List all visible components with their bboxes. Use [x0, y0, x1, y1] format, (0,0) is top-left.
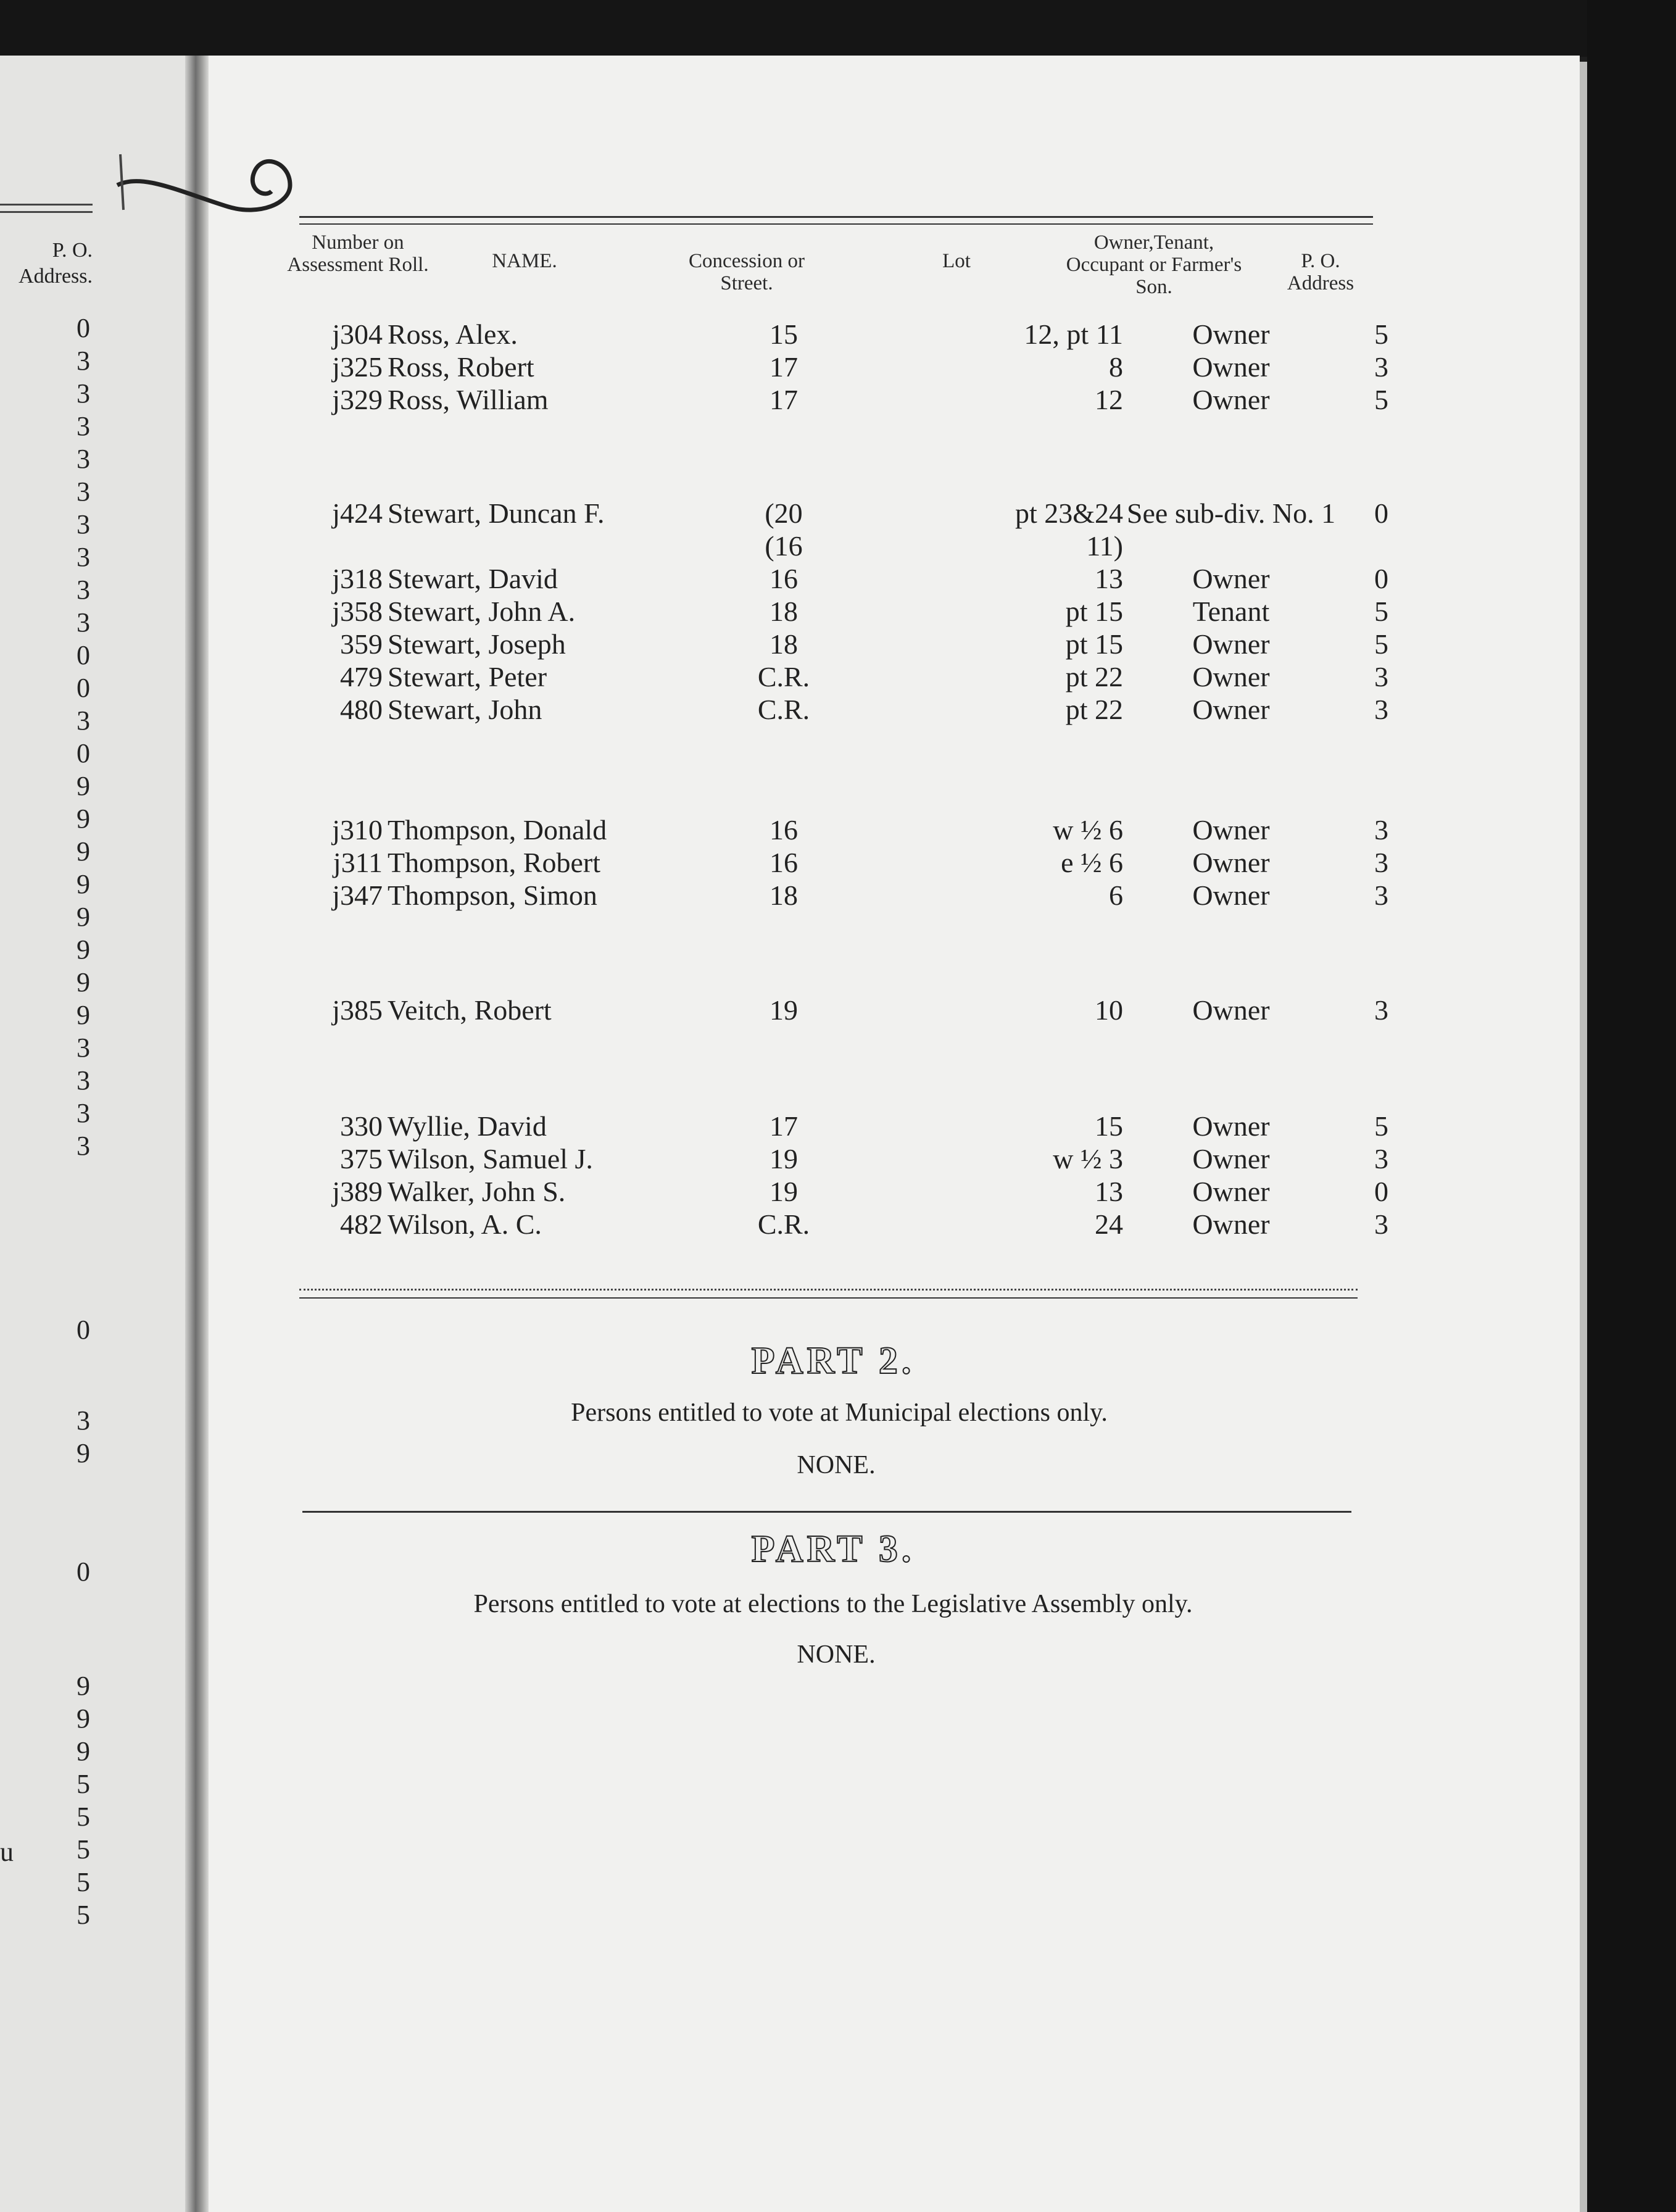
- po-address: 3: [1374, 879, 1388, 911]
- part3-none: NONE.: [797, 1640, 876, 1669]
- lot: 12, pt 11: [1024, 318, 1123, 350]
- lot: 11): [1086, 530, 1123, 562]
- left-po-value: 9: [77, 967, 90, 997]
- voter-name: Thompson, Robert: [388, 847, 600, 878]
- header-lot: Lot: [942, 250, 971, 272]
- assessment-number: 359: [340, 628, 383, 660]
- voter-name: Ross, Alex.: [388, 318, 518, 350]
- concession: 18: [770, 879, 798, 911]
- left-po-value: 9: [77, 934, 90, 965]
- left-po-value: 3: [77, 1405, 90, 1436]
- lot: e ½ 6: [1061, 847, 1123, 878]
- left-po-column-5: [62, 1669, 105, 1931]
- concession: 17: [770, 384, 798, 415]
- assessment-number: 479: [340, 661, 383, 692]
- header-po-address: P. O. Address: [1287, 250, 1354, 294]
- po-address: 0: [1374, 497, 1388, 529]
- left-header-rule: [0, 204, 93, 206]
- part-divider-rule: [302, 1511, 1351, 1513]
- header-name: NAME.: [492, 250, 557, 272]
- po-address: 5: [1374, 318, 1388, 350]
- left-po-value: 0: [77, 673, 90, 703]
- left-po-column-2: [62, 1313, 105, 1346]
- left-po-value: 9: [77, 869, 90, 899]
- assessment-number: 375: [340, 1143, 383, 1175]
- left-po-value: 9: [77, 1671, 90, 1701]
- left-po-value: 3: [77, 1065, 90, 1096]
- lot: 24: [1095, 1208, 1123, 1240]
- voter-name: Thompson, Donald: [388, 814, 607, 846]
- po-address: 5: [1374, 1110, 1388, 1142]
- concession: 17: [770, 351, 798, 383]
- owner-status: Tenant: [1192, 596, 1270, 627]
- po-address: 3: [1374, 814, 1388, 846]
- header-concession: Concession or Street.: [689, 250, 805, 294]
- left-po-header-line2: Address.: [19, 265, 93, 288]
- lot: pt 22: [1065, 694, 1123, 725]
- concession: (16: [765, 530, 803, 562]
- left-po-value: 3: [77, 476, 90, 507]
- concession: (20: [765, 497, 803, 529]
- left-po-value: 3: [77, 411, 90, 441]
- binding-clip-icon: [105, 148, 315, 241]
- assessment-number: 330: [340, 1110, 383, 1142]
- concession: 16: [770, 814, 798, 846]
- left-po-value: 5: [77, 1834, 90, 1865]
- left-po-header: [0, 238, 93, 289]
- owner-status: Owner: [1192, 879, 1270, 911]
- lot: pt 22: [1065, 661, 1123, 692]
- left-po-value: 5: [77, 1900, 90, 1930]
- concession: C.R.: [757, 1208, 810, 1240]
- part2-none: NONE.: [797, 1451, 876, 1479]
- assessment-number: j325: [332, 351, 383, 383]
- assessment-number: j311: [333, 847, 383, 878]
- table-bottom-rule: [299, 1297, 1358, 1299]
- assessment-number: j318: [332, 563, 383, 594]
- left-po-column-4: [62, 1555, 105, 1588]
- concession: 18: [770, 596, 798, 627]
- voter-name: Wilson, A. C.: [388, 1208, 542, 1240]
- left-po-value: 9: [77, 771, 90, 801]
- left-po-value: 3: [77, 1033, 90, 1063]
- po-address: 3: [1374, 351, 1388, 383]
- voter-name: Walker, John S.: [388, 1176, 566, 1207]
- film-frame-right: [1587, 0, 1676, 2212]
- concession: 16: [770, 847, 798, 878]
- owner-status: Owner: [1192, 1143, 1270, 1175]
- concession: 16: [770, 563, 798, 594]
- left-po-value: 5: [77, 1769, 90, 1799]
- left-po-value: 9: [77, 836, 90, 867]
- left-po-value: 9: [77, 1438, 90, 1468]
- lot: w ½ 3: [1053, 1143, 1123, 1175]
- po-address: 5: [1374, 384, 1388, 415]
- assessment-number: 480: [340, 694, 383, 725]
- film-frame-top: [0, 0, 1587, 57]
- assessment-number: j310: [332, 814, 383, 846]
- part3-title: PART 3.: [751, 1528, 915, 1570]
- voter-name: Stewart, Peter: [388, 661, 547, 692]
- lot: 10: [1095, 994, 1123, 1026]
- table-top-rule-2: [299, 223, 1373, 225]
- owner-status: Owner: [1192, 628, 1270, 660]
- concession: 19: [770, 1143, 798, 1175]
- page-gutter: [185, 56, 209, 2212]
- po-address: 3: [1374, 994, 1388, 1026]
- left-header-rule-2: [0, 211, 93, 213]
- left-po-value: 3: [77, 705, 90, 736]
- owner-status: Owner: [1192, 384, 1270, 415]
- owner-status: Owner: [1192, 563, 1270, 594]
- left-po-value: 3: [77, 346, 90, 376]
- owner-status: Owner: [1192, 814, 1270, 846]
- owner-status: Owner: [1192, 351, 1270, 383]
- left-po-value: 5: [77, 1867, 90, 1897]
- left-po-value: 0: [77, 1557, 90, 1587]
- lot: 8: [1109, 351, 1123, 383]
- concession: 18: [770, 628, 798, 660]
- voter-name: Ross, Robert: [388, 351, 534, 383]
- left-po-value: 3: [77, 1131, 90, 1161]
- left-po-value: 9: [77, 902, 90, 932]
- po-address: 3: [1374, 847, 1388, 878]
- voter-name: Thompson, Simon: [388, 879, 597, 911]
- concession: 17: [770, 1110, 798, 1142]
- voter-name: Stewart, John: [388, 694, 542, 725]
- left-po-value: 0: [77, 640, 90, 670]
- po-address: 3: [1374, 661, 1388, 692]
- left-po-value: 9: [77, 1703, 90, 1734]
- left-po-column: [62, 312, 105, 1162]
- lot: 12: [1095, 384, 1123, 415]
- assessment-number: j329: [332, 384, 383, 415]
- owner-status: Owner: [1192, 318, 1270, 350]
- left-po-value: 3: [77, 509, 90, 539]
- owner-status: Owner: [1192, 994, 1270, 1026]
- lot: pt 23&24: [1014, 497, 1123, 529]
- voter-name: Wilson, Samuel J.: [388, 1143, 593, 1175]
- left-po-value: 9: [77, 804, 90, 834]
- header-assessment-number: Number on Assessment Roll.: [287, 231, 429, 276]
- lot: w ½ 6: [1053, 814, 1123, 846]
- po-address: 5: [1374, 596, 1388, 627]
- owner-status: Owner: [1192, 661, 1270, 692]
- left-po-value: 0: [77, 1315, 90, 1345]
- left-po-value: 3: [77, 1098, 90, 1128]
- assessment-number: 482: [340, 1208, 383, 1240]
- concession: 19: [770, 1176, 798, 1207]
- assessment-number: j304: [332, 318, 383, 350]
- owner-status: Owner: [1192, 1176, 1270, 1207]
- left-po-column-3: [62, 1404, 105, 1470]
- left-po-value: 3: [77, 378, 90, 409]
- left-po-value: 3: [77, 444, 90, 474]
- owner-status: Owner: [1192, 1110, 1270, 1142]
- po-address: 3: [1374, 694, 1388, 725]
- left-po-value: 5: [77, 1802, 90, 1832]
- left-po-value: 0: [77, 313, 90, 343]
- po-address: 3: [1374, 1143, 1388, 1175]
- left-po-value: 0: [77, 738, 90, 768]
- left-po-value: 3: [77, 607, 90, 638]
- part3-description: Persons entitled to vote at elections to the Legislative Assembly only.: [473, 1590, 1193, 1618]
- header-owner-status: Owner,Tenant, Occupant or Farmer's Son.: [1066, 231, 1242, 298]
- voter-name: Ross, William: [388, 384, 549, 415]
- voter-name: Stewart, Joseph: [388, 628, 566, 660]
- assessment-number: j347: [332, 879, 383, 911]
- left-po-value: 9: [77, 1736, 90, 1766]
- voter-name: Stewart, John A.: [388, 596, 576, 627]
- voter-name: Stewart, David: [388, 563, 558, 594]
- assessment-number: j424: [332, 497, 383, 529]
- lot: 6: [1109, 879, 1123, 911]
- owner-status: Owner: [1192, 847, 1270, 878]
- table-top-rule: [299, 216, 1373, 218]
- table-bottom-dotted-rule: [299, 1289, 1358, 1291]
- page-edge: [1580, 62, 1587, 2212]
- left-po-value: 3: [77, 575, 90, 605]
- assessment-number: j358: [332, 596, 383, 627]
- concession: 19: [770, 994, 798, 1026]
- part2-title: PART 2.: [751, 1340, 915, 1382]
- lot: 15: [1095, 1110, 1123, 1142]
- assessment-number: j389: [332, 1176, 383, 1207]
- part2-description: Persons entitled to vote at Municipal elections only.: [571, 1399, 1108, 1427]
- assessment-number: j385: [332, 994, 383, 1026]
- left-po-value: 9: [77, 1000, 90, 1030]
- voter-name: Wyllie, David: [388, 1110, 547, 1142]
- lot: pt 15: [1065, 596, 1123, 627]
- lot: 13: [1095, 1176, 1123, 1207]
- left-po-header-line1: P. O.: [52, 239, 93, 262]
- owner-status: Owner: [1192, 694, 1270, 725]
- po-address: 0: [1374, 563, 1388, 594]
- owner-status: Owner: [1192, 1208, 1270, 1240]
- po-address: 3: [1374, 1208, 1388, 1240]
- left-po-value: 3: [77, 542, 90, 572]
- concession: C.R.: [757, 661, 810, 692]
- po-address: 5: [1374, 628, 1388, 660]
- left-stray-letter: u: [0, 1837, 14, 1867]
- concession: 15: [770, 318, 798, 350]
- voter-name: Stewart, Duncan F.: [388, 497, 605, 529]
- voter-name: Veitch, Robert: [388, 994, 552, 1026]
- lot: 13: [1095, 563, 1123, 594]
- concession: C.R.: [757, 694, 810, 725]
- owner-status: See sub-div. No. 1: [1126, 497, 1336, 529]
- lot: pt 15: [1065, 628, 1123, 660]
- po-address: 0: [1374, 1176, 1388, 1207]
